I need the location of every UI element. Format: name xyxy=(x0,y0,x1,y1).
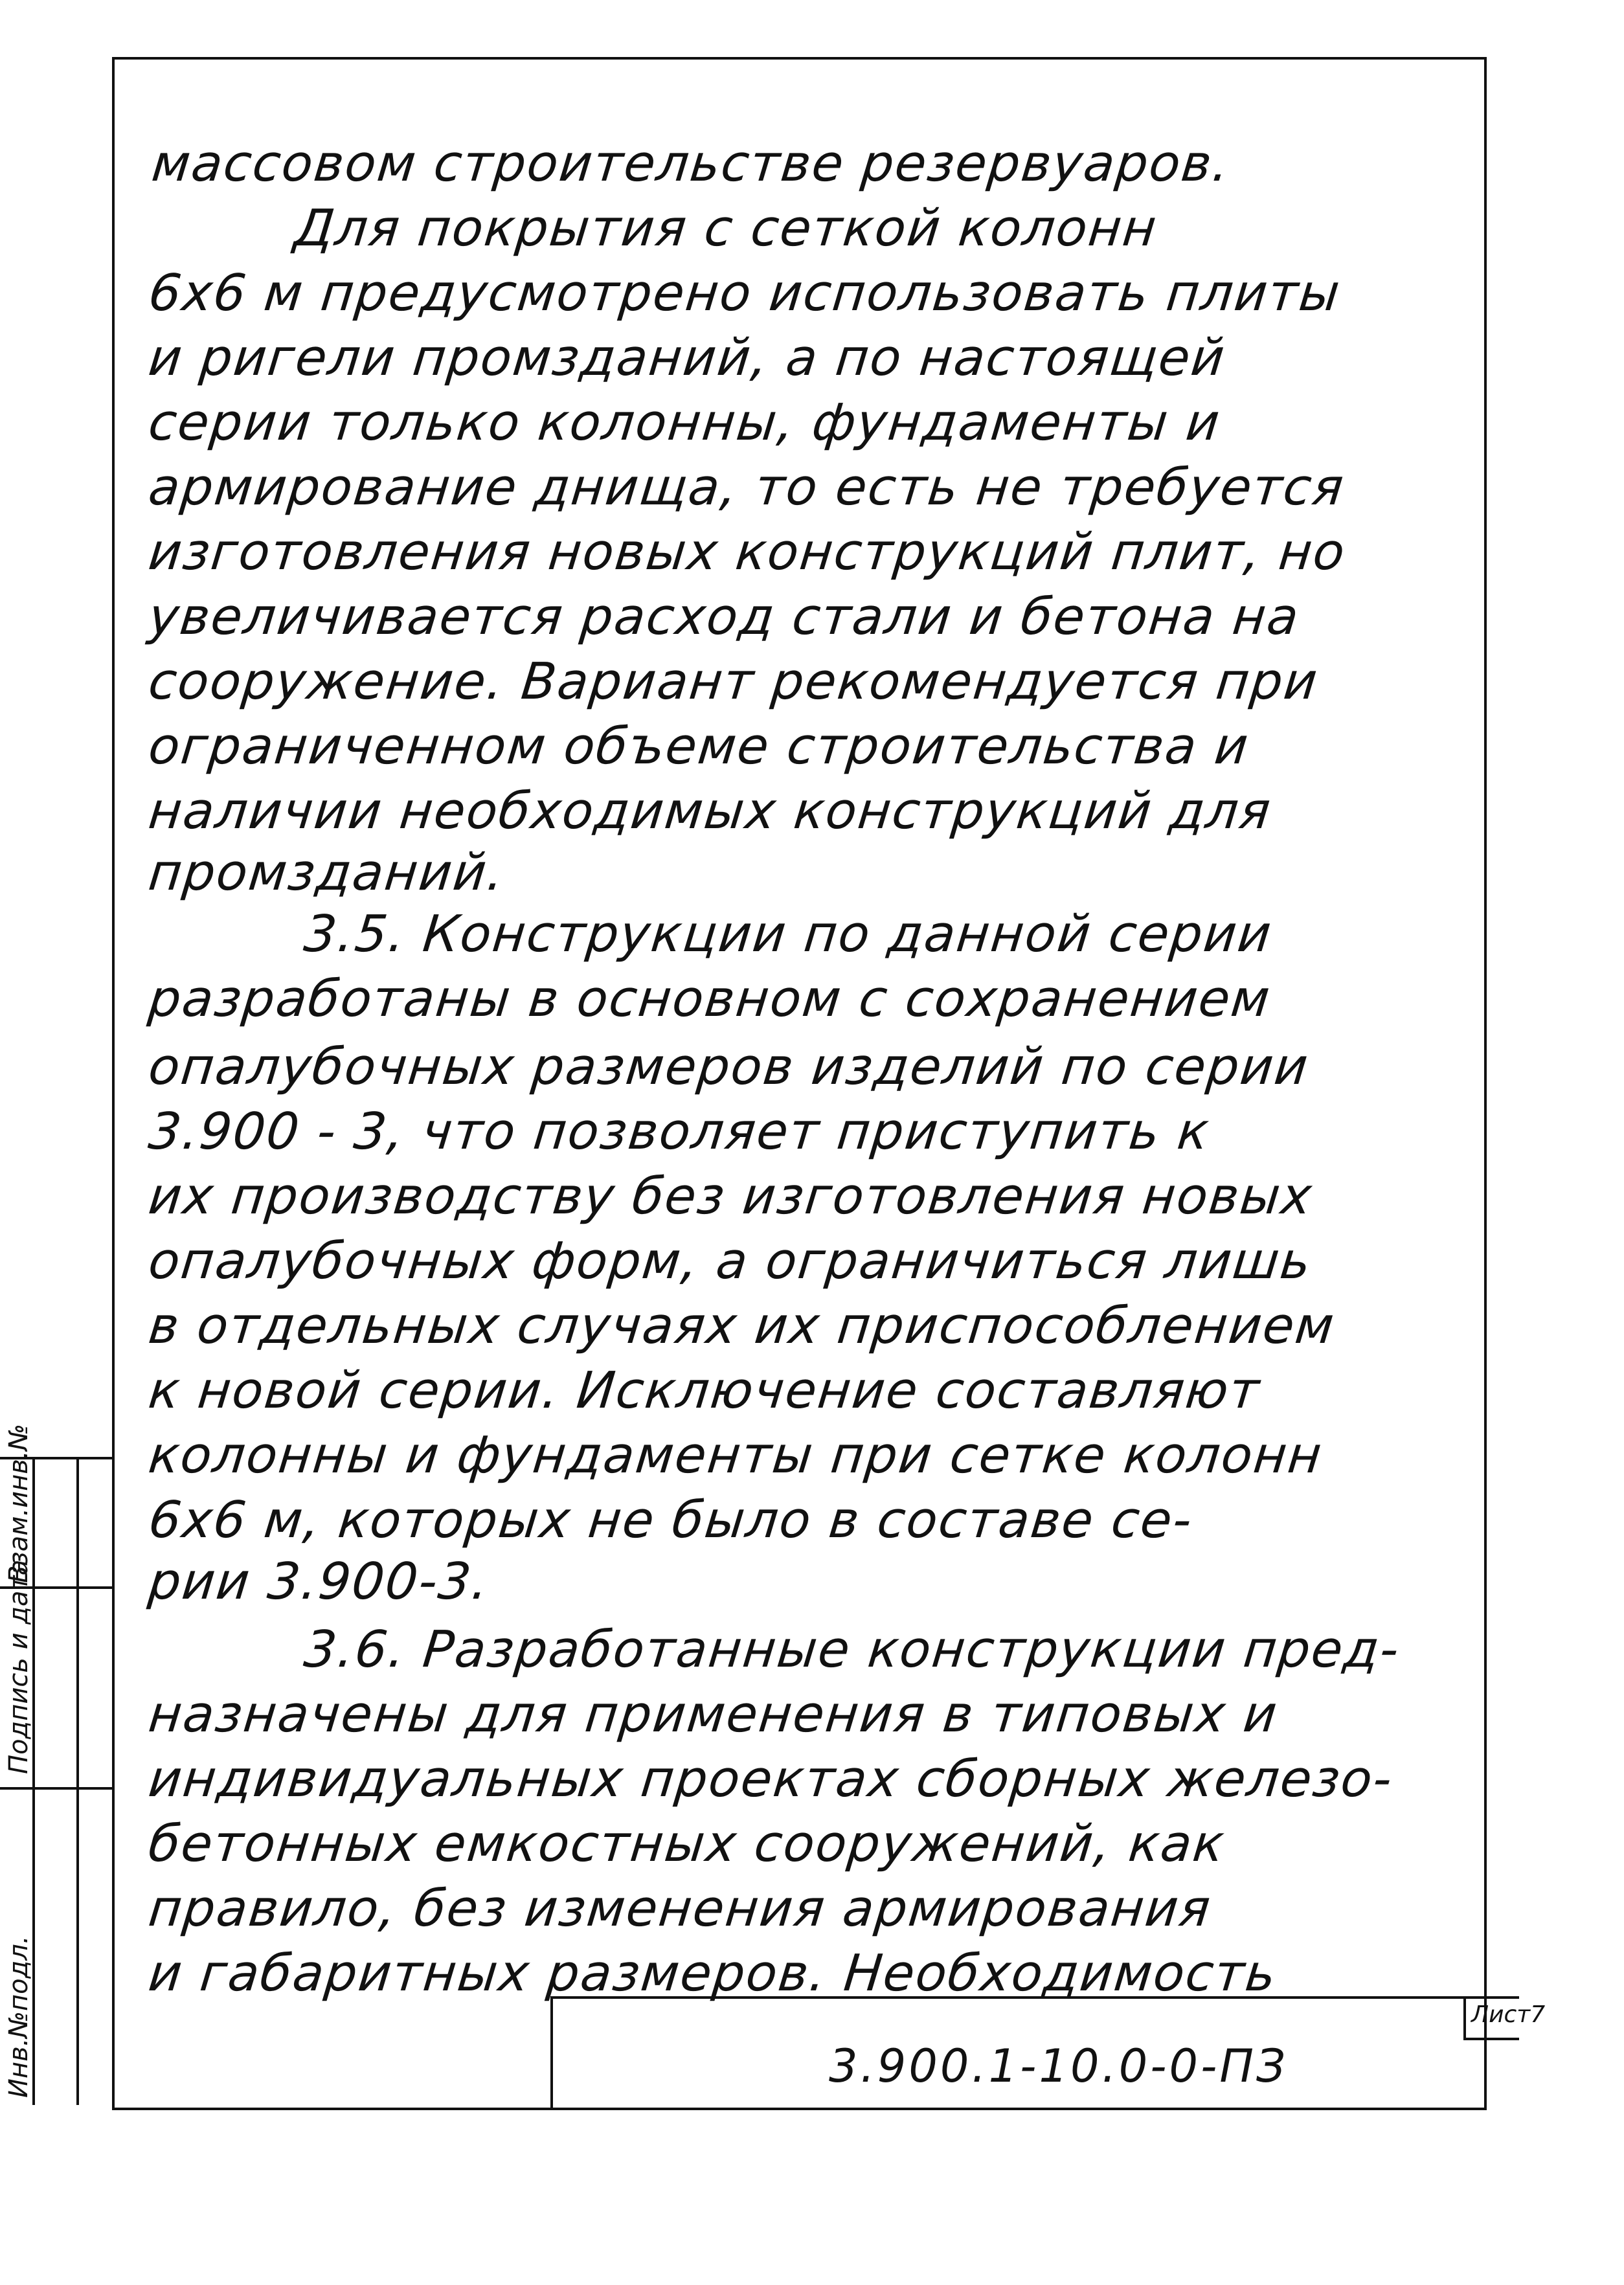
text-line: индивидуальных проектах сборных железо- xyxy=(146,1750,1396,1808)
inventory-number-label: Инв.№подл. xyxy=(4,1935,34,2098)
text-line: и габаритных размеров. Необходимость xyxy=(146,1944,1280,2003)
side-divider xyxy=(76,1457,79,2105)
text-line: увеличивается расход стали и бетона на xyxy=(146,588,1303,646)
text-line: 6x6 м предусмотрено использовать плиты xyxy=(146,264,1344,322)
text-line: бетонных емкостных сооружений, как xyxy=(146,1815,1228,1873)
text-line: массовом строительстве резервуаров. xyxy=(149,135,1234,193)
document-code: 3.900.1-10.0-0-ПЗ xyxy=(829,2040,1288,2093)
text-line: промзданий. xyxy=(146,844,508,902)
sheet-number-box xyxy=(1463,1996,1546,2040)
replacement-inventory-label: Взам.инв.№ xyxy=(4,1423,34,1583)
text-line: изготовления новых конструкций плит, но xyxy=(146,523,1349,581)
text-line: их производству без изготовления новых xyxy=(146,1167,1316,1226)
text-line: назначены для применения в типовых и xyxy=(146,1685,1281,1744)
text-line: 3.6. Разработанные конструкции пред- xyxy=(301,1621,1403,1679)
text-line: Для покрытия с сеткой колонн xyxy=(291,199,1160,258)
text-line: сооружение. Вариант рекомендуется при xyxy=(146,653,1322,711)
text-line: 3.5. Конструкции по данной серии xyxy=(301,905,1276,963)
side-divider xyxy=(0,1787,112,1790)
text-line: разработаны в основном с сохранением xyxy=(146,970,1274,1028)
text-line: 3.900 - 3, что позволяет приступить к xyxy=(146,1103,1213,1161)
text-line: 6x6 м, которых не было в составе се- xyxy=(146,1491,1196,1549)
text-line: в отдельных случаях их приспособлением xyxy=(146,1297,1338,1355)
text-line: наличии необходимых конструкций для xyxy=(146,782,1274,840)
sheet-label: Лист7 xyxy=(1471,2001,1546,2028)
text-line: армирование днища, то есть не требуется xyxy=(146,458,1348,517)
text-line: опалубочных форм, а ограничиться лишь xyxy=(146,1232,1315,1290)
text-line: правило, без изменения армирования xyxy=(146,1880,1215,1938)
text-line: и ригели промзданий, а по настоящей xyxy=(146,329,1228,387)
signature-date-label: Подпись и дата xyxy=(4,1559,34,1774)
text-line: опалубочных размеров изделий по серии xyxy=(146,1038,1312,1096)
text-line: серии только колонны, фундаменты и xyxy=(146,394,1224,452)
text-line: к новой серии. Исключение составляют xyxy=(146,1362,1263,1420)
text-line: рии 3.900-3. xyxy=(146,1553,493,1611)
text-line: ограниченном объеме строительства и xyxy=(146,717,1252,776)
text-line: колонны и фундаменты при сетке колонн xyxy=(146,1426,1325,1485)
